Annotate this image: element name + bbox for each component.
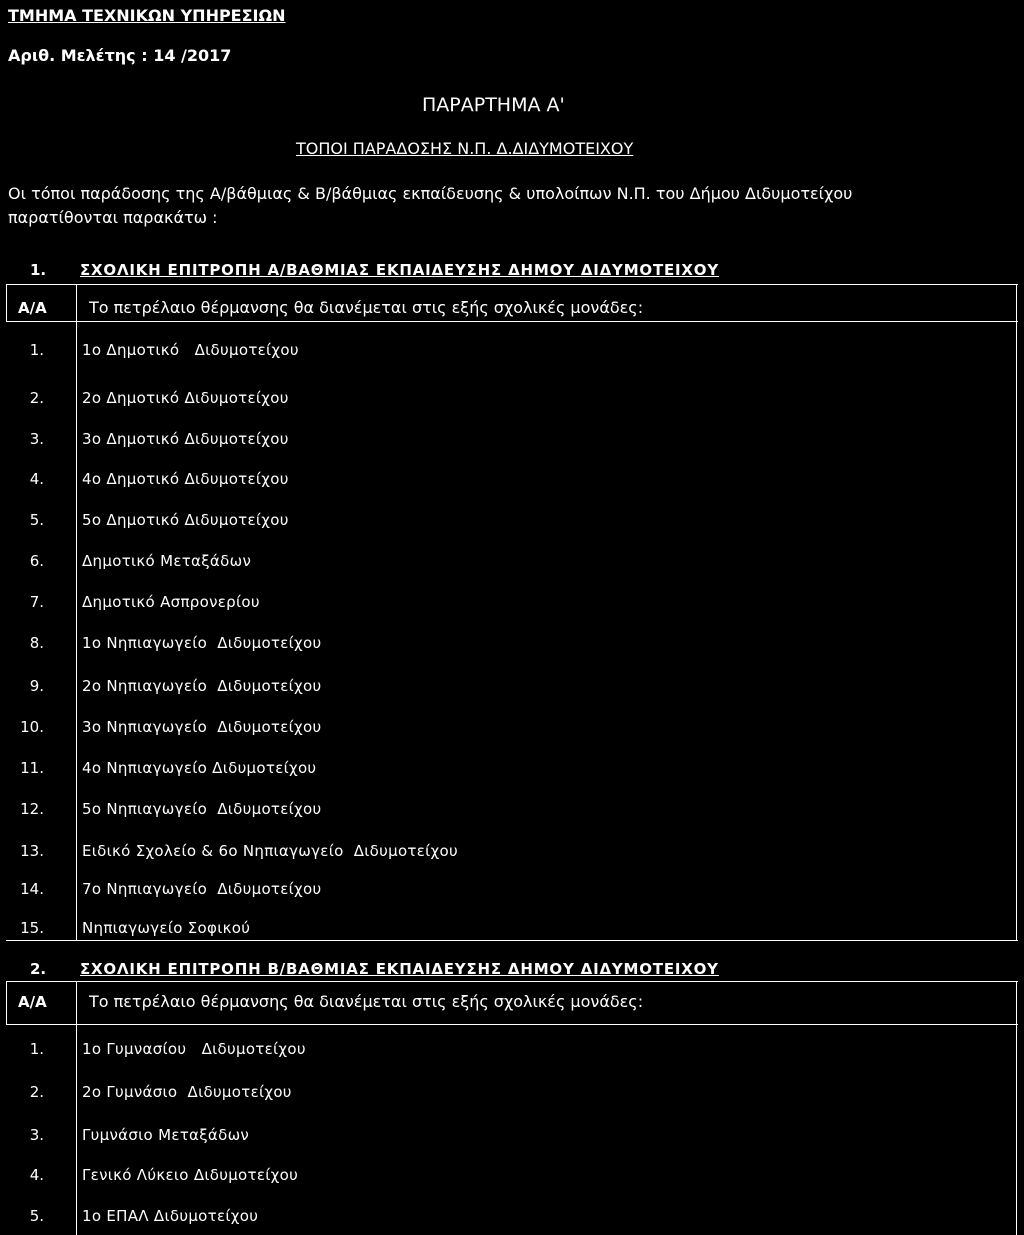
school-name: Γενικό Λύκειο Διδυμοτείχου xyxy=(82,1166,299,1184)
school-name: 5ο Δημοτικό Διδυμοτείχου xyxy=(82,511,289,529)
school-name: Ειδικό Σχολείο & 6ο Νηπιαγωγείο Διδυμοτείχου xyxy=(82,842,458,860)
row-number: 3. xyxy=(29,430,44,448)
row-number: 9. xyxy=(29,677,44,695)
row-number: 13. xyxy=(20,842,44,860)
row-number: 2. xyxy=(29,1083,44,1101)
row-number: 3. xyxy=(29,1126,44,1144)
row-number: 8. xyxy=(29,634,44,652)
row-number: 12. xyxy=(20,800,44,818)
school-name: 1ο Δημοτικό Διδυμοτείχου xyxy=(82,341,299,359)
row-number: 2. xyxy=(29,389,44,407)
school-name: 3ο Δημοτικό Διδυμοτείχου xyxy=(82,430,289,448)
annex-title: ΠΑΡΑΡΤΗΜΑ Α' xyxy=(422,94,565,116)
intro-text-line-2: παρατίθονται παρακάτω : xyxy=(8,208,218,227)
school-name: 2ο Γυμνάσιο Διδυμοτείχου xyxy=(82,1083,292,1101)
school-name: 2ο Νηπιαγωγείο Διδυμοτείχου xyxy=(82,677,322,695)
column-header-text: Το πετρέλαιο θέρμανσης θα διανέμεται στις εξής σχολικές μονάδες: xyxy=(89,992,644,1011)
school-name: Γυμνάσιο Μεταξάδων xyxy=(82,1126,250,1144)
row-number: 11. xyxy=(20,759,44,777)
row-number: 4. xyxy=(29,470,44,488)
school-name: 4ο Νηπιαγωγείο Διδυμοτείχου xyxy=(82,759,317,777)
section-2-title: ΣΧΟΛΙΚΗ ΕΠΙΤΡΟΠΗ Β/ΒΑΘΜΙΑΣ ΕΚΠΑΙΔΕΥΣΗΣ ΔΗΜΟΥ ΔΙΔΥΜΟΤΕΙΧΟΥ xyxy=(80,960,719,978)
study-number: Αριθ. Μελέτης : 14 /2017 xyxy=(8,46,232,65)
column-header-aa: Α/Α xyxy=(18,299,47,317)
row-number: 6. xyxy=(29,552,44,570)
school-name: 2ο Δημοτικό Διδυμοτείχου xyxy=(82,389,289,407)
column-header-text: Το πετρέλαιο θέρμανσης θα διανέμεται στις εξής σχολικές μονάδες: xyxy=(89,298,644,317)
table-border-top xyxy=(6,981,1018,982)
row-number: 7. xyxy=(29,593,44,611)
school-name: 7ο Νηπιαγωγείο Διδυμοτείχου xyxy=(82,880,322,898)
delivery-places-title: ΤΟΠΟΙ ΠΑΡΑΔΟΣΗΣ Ν.Π. Δ.ΔΙΔΥΜΟΤΕΙΧΟΥ xyxy=(296,139,634,158)
school-name: Νηπιαγωγείο Σοφικού xyxy=(82,919,251,937)
section-1-number: 1. xyxy=(30,261,47,279)
table-border-right xyxy=(1016,981,1017,1235)
school-name: 5ο Νηπιαγωγείο Διδυμοτείχου xyxy=(82,800,322,818)
row-number: 10. xyxy=(20,718,44,736)
row-number: 5. xyxy=(29,1207,44,1225)
table-border-left xyxy=(6,981,7,1025)
school-name: Δημοτικό Ασπρονερίου xyxy=(82,593,260,611)
school-name: 1ο Νηπιαγωγείο Διδυμοτείχου xyxy=(82,634,322,652)
section-1-title: ΣΧΟΛΙΚΗ ΕΠΙΤΡΟΠΗ Α/ΒΑΘΜΙΑΣ ΕΚΠΑΙΔΕΥΣΗΣ ΔΗΜΟΥ ΔΙΔΥΜΟΤΕΙΧΟΥ xyxy=(80,261,720,279)
section-2-number: 2. xyxy=(30,960,47,978)
school-name: Δημοτικό Μεταξάδων xyxy=(82,552,252,570)
row-number: 4. xyxy=(29,1166,44,1184)
table-column-divider xyxy=(76,981,77,1235)
row-number: 14. xyxy=(20,880,44,898)
school-name: 1ο ΕΠΑΛ Διδυμοτείχου xyxy=(82,1207,259,1225)
column-header-aa: Α/Α xyxy=(18,993,47,1011)
row-number: 1. xyxy=(29,341,44,359)
row-number: 1. xyxy=(29,1040,44,1058)
school-name: 1ο Γυμνασίου Διδυμοτείχου xyxy=(82,1040,306,1058)
school-name: 4ο Δημοτικό Διδυμοτείχου xyxy=(82,470,289,488)
school-name: 3ο Νηπιαγωγείο Διδυμοτείχου xyxy=(82,718,322,736)
table-header-bottom xyxy=(6,1024,1018,1025)
department-title: ΤΜΗΜΑ ΤΕΧΝΙΚΩΝ ΥΠΗΡΕΣΙΩΝ xyxy=(8,6,286,25)
row-number: 5. xyxy=(29,511,44,529)
row-number: 15. xyxy=(20,919,44,937)
intro-text-line-1: Οι τόποι παράδοσης της Α/βάθμιας & Β/βάθμιας εκπαίδευσης & υπολοίπων Ν.Π. του Δήμου Διδυμοτείχου xyxy=(8,184,853,203)
